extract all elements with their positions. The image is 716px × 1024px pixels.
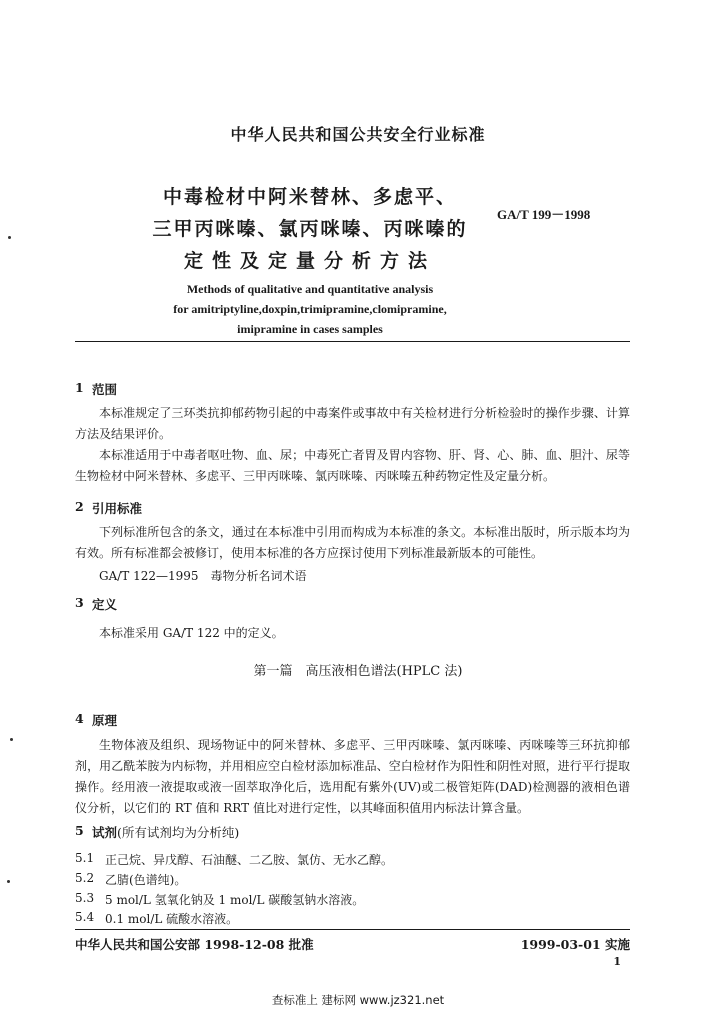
section-1-paragraph-1: 本标准规定了三环类抗抑郁药物引起的中毒案件或事故中有关检材进行分析检验时的操作步骤、计算方法及结果评价。 [75,406,630,441]
standard-number: GA/T 199－1998 [497,207,591,222]
title-line-1: 中毒检材中阿米替林、多虑平、 [162,186,457,208]
scan-speck [8,236,11,239]
watermark: 查标准上 建标网 www.jz321.net [271,993,445,1007]
scan-speck [7,880,10,883]
english-title-line-2: for amitriptyline,doxpin,trimipramine,clomipramine, [173,302,447,316]
section-2-number: 2 [75,499,84,514]
section-3-paragraph-1: 本标准采用 GA/T 122 中的定义。 [99,626,284,640]
title-line-2: 三甲丙咪嗪、氯丙咪嗪、丙咪嗪的 [152,218,468,240]
section-1-paragraph-2: 本标准适用于中毒者呕吐物、血、尿；中毒死亡者胃及胃内容物、肝、肾、心、肺、血、胆汁、尿等生物检材中阿米替林、多虑平、三甲丙咪嗪、氯丙咪嗪、丙咪嗪五种药物定性及定量分析。 [75,448,630,483]
page-number: 1 [613,955,621,968]
reagent-5-1-text: 正己烷、异戊醇、石油醚、二乙胺、氯仿、无水乙醇。 [105,853,394,867]
reagent-5-3-text: 5 mol/L 氢氧化钠及 1 mol/L 碳酸氢钠水溶液。 [105,893,365,907]
reagent-5-4-number: 5.4 [75,910,95,924]
section-5-title [92,823,239,841]
section-2-paragraph-1: 下列标准所包含的条文，通过在本标准中引用而构成为本标准的条文。本标准出版时，所示版本均为有效。所有标准都会被修订，使用本标准的各方应探讨使用下列标准最新版本的可能性。 [75,525,630,560]
section-1-title: 范围 [92,382,118,397]
normative-reference: GA/T 122—1995 毒物分析名词术语 [99,569,307,583]
section-4-title: 原理 [92,713,118,728]
footer-divider [75,929,630,930]
section-2-title: 引用标准 [92,501,143,516]
section-4-number: 4 [75,711,84,726]
section-5-title-note: (所有试剂均为分析纯) [117,825,240,840]
title-line-3: 定性及定量分析方法 [183,250,436,272]
scan-speck [10,738,13,741]
reagent-5-2-number: 5.2 [75,871,95,885]
section-3-title: 定义 [92,597,118,612]
english-title-line-3: imipramine in cases samples [237,322,383,336]
reagent-5-2-text: 乙腈(色谱纯)。 [105,873,187,887]
section-4-paragraph-1: 生物体液及组织、现场物证中的阿米替林、多虑平、三甲丙咪嗪、氯丙咪嗪、丙咪嗪等三环抗抑郁剂，用乙酰苯胺为内标物，并用相应空白检材添加标准品、空白检材作为阳性和阴性对照，进行平行提取操作。经用液一液提取或液一固萃取净化后，选用配有紫外(UV)或二极管矩阵(DAD)检测器的液相色谱仪分析，以它们的 RT 值和 RRT 值比对进行定性，以其峰面积值用内标法计算含量。 [75,738,630,815]
section-1-number: 1 [75,380,84,395]
reagent-5-1-number: 5.1 [75,851,95,865]
section-3-number: 3 [75,595,84,610]
approval-date: 中华人民共和国公安部 1998-12-08 批准 [75,937,314,952]
reagent-5-4-text: 0.1 mol/L 硫酸水溶液。 [105,912,239,926]
effective-date: 1999-03-01 实施 [520,937,630,952]
part-1-heading: 第一篇 高压液相色谱法(HPLC 法) [253,664,463,679]
reagent-5-3-number: 5.3 [75,891,95,905]
issuing-body-title: 中华人民共和国公共安全行业标准 [230,125,486,144]
section-5-title-text: 试剂 [92,825,118,840]
section-5-number: 5 [75,823,84,838]
title-divider [75,341,630,342]
english-title-line-1: Methods of qualitative and quantitative analysis [186,282,434,296]
